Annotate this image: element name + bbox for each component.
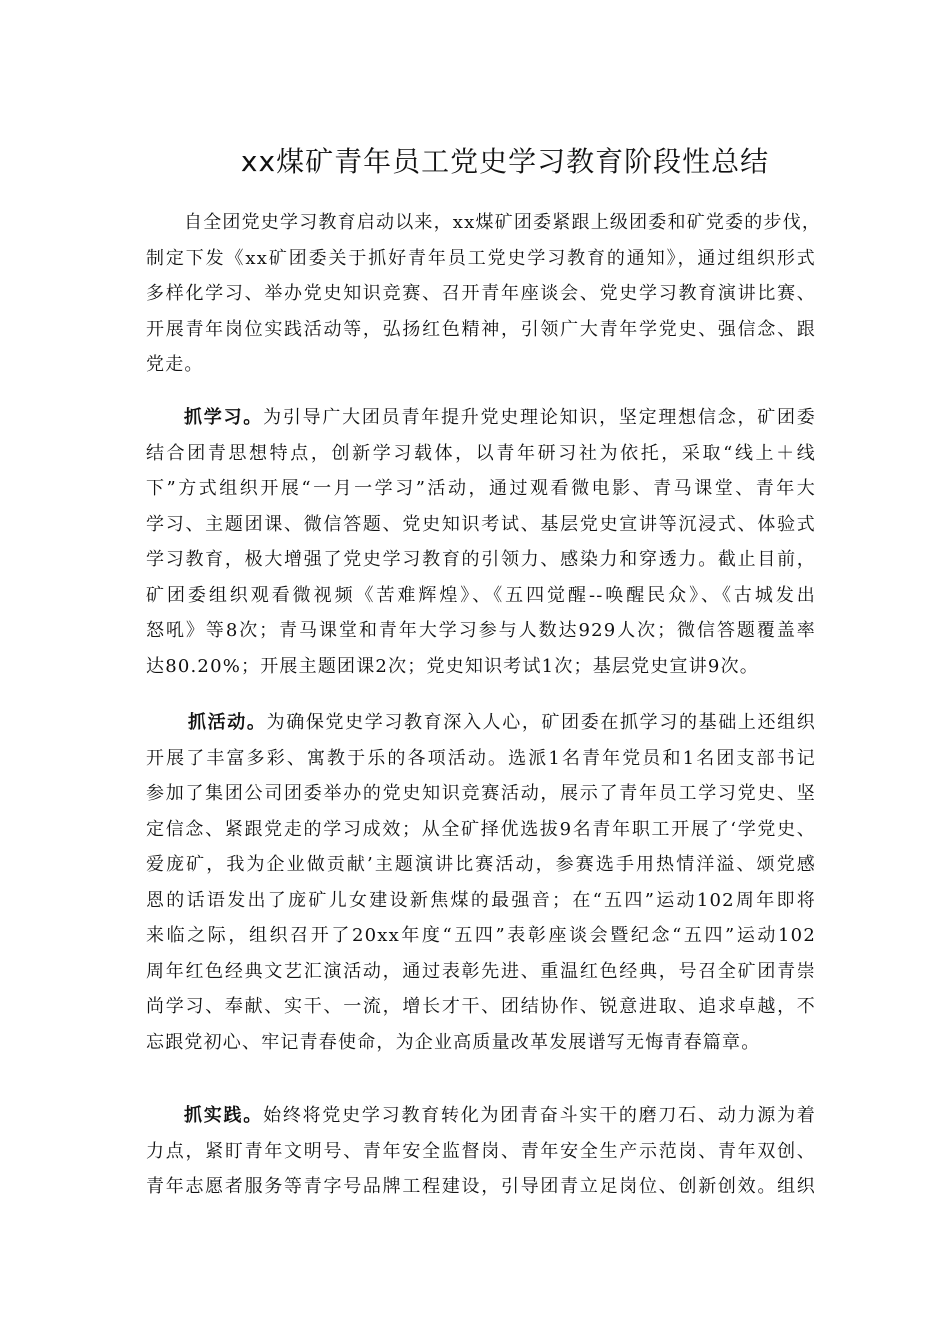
paragraph-line-text: 为确保党史学习教育深入人心，矿团委在抓学习的基础上还组织: [266, 712, 816, 733]
paragraph-line: 学习教育，极大增强了党史学习教育的引领力、感染力和穿透力。截止目前，: [146, 549, 816, 570]
paragraph-line: 参加了集团公司团委举办的党史知识竞赛活动，展示了青年员工学习党史、坚: [146, 783, 816, 804]
paragraph-line: 爱庞矿，我为企业做贡献’主题演讲比赛活动，参赛选手用热情洋溢、颂党感: [146, 854, 816, 875]
paragraph-lead: 抓实践。: [184, 1105, 264, 1126]
paragraph-line: 青年志愿者服务等青字号品牌工程建设，引导团青立足岗位、创新创效。组织: [146, 1176, 816, 1197]
paragraph-line: 多样化学习、举办党史知识竞赛、召开青年座谈会、党史学习教育演讲比赛、: [146, 283, 816, 304]
paragraph-line: 结合团青思想特点，创新学习载体，以青年研习社为依托，采取“线上＋线: [146, 442, 816, 464]
paragraph-line: 自全团党史学习教育启动以来，xx煤矿团委紧跟上级团委和矿党委的步伐，: [184, 212, 822, 233]
paragraph-line-text: 始终将党史学习教育转化为团青奋斗实干的磨刀石、动力源为着: [263, 1105, 816, 1126]
paragraph-line: 达80.20%；开展主题团课2次；党史知识考试1次；基层党史宣讲9次。: [146, 655, 759, 677]
paragraph-line: 来临之际，组织召开了20xx年度“五四”表彰座谈会暨纪念“五四”运动102: [146, 925, 816, 946]
paragraph-line: [146, 400, 816, 436]
paragraph-lead: 抓活动。: [188, 712, 267, 733]
paragraph-line: 恩的话语发出了庞矿儿女建设新焦煤的最强音；在“五四”运动102周年即将: [146, 889, 816, 911]
paragraph-line-text: 为引导广大团员青年提升党史理论知识，坚定理想信念，矿团委: [263, 407, 816, 428]
paragraph-line: 周年红色经典文艺汇演活动，通过表彰先进、重温红色经典，号召全矿团青崇: [146, 960, 816, 982]
paragraph-line: 矿团委组织观看微视频《苦难辉煌》、《五四觉醒--唤醒民众》、《古城发出: [146, 584, 816, 606]
paragraph-line: 制定下发《xx矿团委关于抓好青年员工党史学习教育的通知》，通过组织形式: [146, 247, 816, 269]
paragraph-intro: [146, 205, 822, 383]
paragraph-line: 尚学习、奉献、实干、一流，增长才干、团结协作、锐意进取、追求卓越，不: [146, 996, 816, 1017]
paragraph-line: 定信念、紧跟党走的学习成效；从全矿择优选拔9名青年职工开展了‘学党史、: [146, 818, 816, 840]
paragraph-line: 开展青年岗位实践活动等，弘扬红色精神，引领广大青年学党史、强信念、跟: [146, 318, 816, 340]
paragraph-line: 力点，紧盯青年文明号、青年安全监督岗、青年安全生产示范岗、青年双创、: [146, 1140, 816, 1162]
paragraph-study: [146, 400, 816, 684]
paragraph-line: 下”方式组织开展“一月一学习”活动，通过观看微电影、青马课堂、青年大: [146, 478, 816, 499]
paragraph-line: 忘跟党初心、牢记青春使命，为企业高质量改革发展谱写无悔青春篇章。: [146, 1031, 761, 1053]
paragraph-line: [146, 705, 816, 741]
paragraph-line: [146, 1098, 816, 1134]
paragraph-lead: 抓学习。: [184, 407, 264, 428]
document-title: xx煤矿青年员工党史学习教育阶段性总结: [240, 145, 770, 178]
paragraph-practice: [146, 1098, 816, 1205]
paragraph-line: 开展了丰富多彩、寓教于乐的各项活动。选派1名青年党员和1名团支部书记: [146, 747, 816, 769]
paragraph-line: 学习、主题团课、微信答题、党史知识考试、基层党史宣讲等沉浸式、体验式: [146, 513, 816, 535]
paragraph-line: 党走。: [146, 354, 204, 375]
paragraph-line: 怒吼》等8次；青马课堂和青年大学习参与人数达929人次；微信答题覆盖率: [146, 620, 816, 641]
paragraph-activities: [146, 705, 816, 1060]
